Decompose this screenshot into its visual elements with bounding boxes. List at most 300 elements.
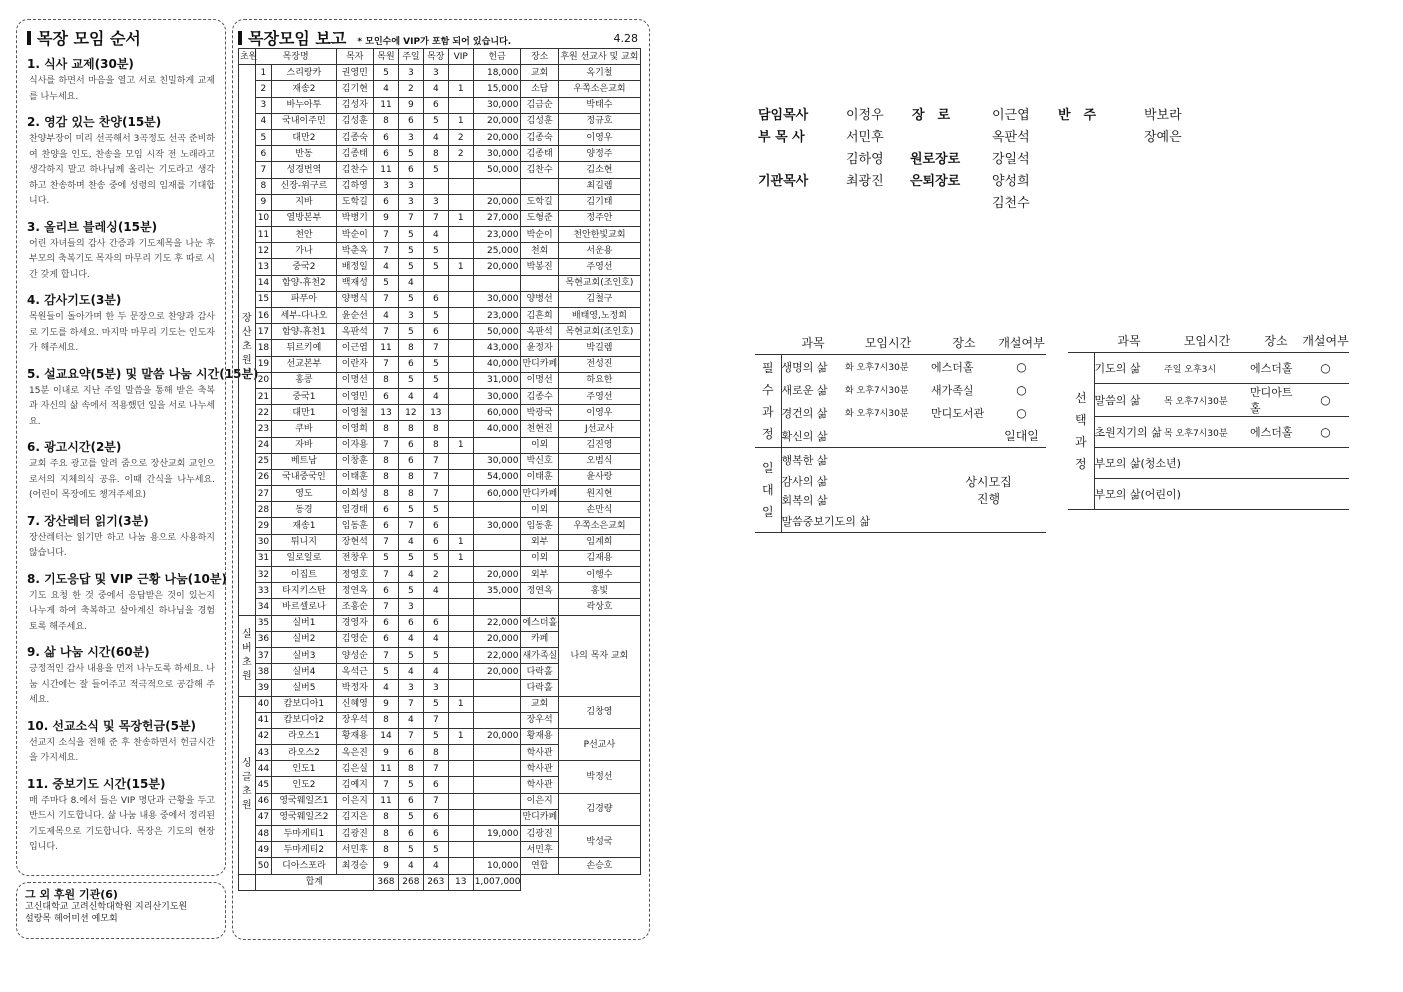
report-cell: 20,000 <box>473 129 521 145</box>
meeting-step <box>27 291 215 357</box>
report-row <box>239 388 641 404</box>
meeting-step-title: 11. 중보기도 시간(15분) <box>27 776 166 791</box>
report-cell: 도학길 <box>336 194 373 210</box>
report-cell: 6 <box>374 518 399 534</box>
report-cell: 43 <box>255 745 272 761</box>
report-cell: 권영민 <box>336 65 373 81</box>
report-cell: 이명선 <box>336 372 373 388</box>
report-cell: 양병식 <box>336 291 373 307</box>
report-cell: 18,000 <box>473 65 521 81</box>
meeting-step-title: 10. 선교소식 및 목장헌금(5분) <box>27 718 197 733</box>
report-header-cell: VIP <box>448 49 473 65</box>
report-cell: 실버2 <box>272 631 336 647</box>
report-cell: 김기태 <box>558 194 640 210</box>
report-cell: 만디카페 <box>521 356 558 372</box>
req-header-subject: 과목 <box>781 331 845 355</box>
report-row <box>239 227 641 243</box>
report-cell: 8 <box>374 712 399 728</box>
report-cell: 40,000 <box>473 421 521 437</box>
report-row <box>239 324 641 340</box>
report-cell <box>448 405 473 421</box>
report-cell: 49 <box>255 842 272 858</box>
report-cell: 5 <box>423 842 448 858</box>
report-cell: 1 <box>448 696 473 712</box>
report-mission-cell: 박정선 <box>558 761 640 793</box>
report-cell: 박길렘 <box>558 340 640 356</box>
report-cell: 5 <box>423 502 448 518</box>
report-cell: 1 <box>448 550 473 566</box>
req-open: ○ <box>997 355 1046 379</box>
report-cell: 7 <box>374 599 399 615</box>
report-cell: 두마게티1 <box>272 826 336 842</box>
staff-role: 원로장로 <box>910 152 961 167</box>
report-cell: 이영철 <box>336 405 373 421</box>
report-cell: 19,000 <box>473 826 521 842</box>
meeting-step-title: 2. 영감 있는 찬양(15분) <box>27 115 162 129</box>
report-cell: 60,000 <box>473 486 521 502</box>
report-cell: 3 <box>255 97 272 113</box>
report-cell: 6 <box>423 518 448 534</box>
report-cell: 전성진 <box>558 356 640 372</box>
report-cell: 캄보디아2 <box>272 712 336 728</box>
req-open: ○ <box>1016 382 1027 397</box>
req-place <box>931 424 997 448</box>
report-cell: 함양-휴천2 <box>272 275 336 291</box>
report-mission-cell: 박성국 <box>558 826 640 858</box>
report-cell: 교회 <box>521 65 558 81</box>
report-cell: 13 <box>423 405 448 421</box>
report-cell <box>448 599 473 615</box>
meeting-step-desc: 매 주마다 8.에서 들은 VIP 명단과 근황을 두고 반드시 기도합니다. 삶 나눔 내용 중에서 정리된 기도제목으로 기도합니다. 목장은 기도의 현장입니다. <box>29 795 215 852</box>
staff-role: 반 주 <box>1058 108 1097 123</box>
report-cell: 3 <box>423 65 448 81</box>
report-cell: 5 <box>398 259 423 275</box>
report-cell <box>448 275 473 291</box>
report-cell: 4 <box>255 113 272 129</box>
meeting-step-title: 8. 기도응답 및 VIP 근황 나눔(10분) <box>27 571 227 586</box>
report-cell: 1 <box>448 437 473 453</box>
elc-row <box>1068 353 1349 384</box>
report-cell: 22 <box>255 405 272 421</box>
report-cell: 4 <box>374 259 399 275</box>
report-cell <box>448 388 473 404</box>
report-cell <box>448 761 473 777</box>
report-cell: 13 <box>255 259 272 275</box>
report-cell: 9 <box>374 696 399 712</box>
report-cell: 대만1 <box>272 405 336 421</box>
staff-name: 서민후 <box>846 130 884 145</box>
report-cell: 3 <box>398 194 423 210</box>
report-row <box>239 162 641 178</box>
elc-row <box>1068 417 1349 448</box>
report-cell: 이영우 <box>558 129 640 145</box>
report-group-cell: 실 버 초 원 <box>239 615 256 696</box>
report-cell <box>448 469 473 485</box>
report-cell: 김종태 <box>521 146 558 162</box>
report-cell: 캄보디아1 <box>272 696 336 712</box>
report-cell: 31,000 <box>473 372 521 388</box>
report-cell: 8 <box>398 486 423 502</box>
meeting-step-title: 1. 식사 교제(30분) <box>27 57 134 71</box>
report-row <box>239 129 641 145</box>
report-cell: 천현진 <box>521 421 558 437</box>
report-cell: 6 <box>398 826 423 842</box>
report-cell: 6 <box>374 502 399 518</box>
report-cell: 25,000 <box>473 243 521 259</box>
report-cell: 중국2 <box>272 259 336 275</box>
report-cell: 22,000 <box>473 647 521 663</box>
report-cell: 23,000 <box>473 227 521 243</box>
report-cell: 서민후 <box>521 842 558 858</box>
elc-header-subject: 과목 <box>1094 329 1164 353</box>
report-row <box>239 793 641 809</box>
report-total-blank <box>239 874 256 890</box>
report-cell: 28 <box>255 502 272 518</box>
report-cell: 3 <box>374 178 399 194</box>
report-cell: 외부 <box>521 534 558 550</box>
report-cell: 성경번역 <box>272 162 336 178</box>
report-cell: 45 <box>255 777 272 793</box>
report-row <box>239 372 641 388</box>
report-cell: 배정일 <box>336 259 373 275</box>
report-cell: 오범식 <box>558 453 640 469</box>
report-cell: 김영순 <box>336 631 373 647</box>
staff-name: 이근엽 <box>992 108 1030 123</box>
report-cell <box>473 599 521 615</box>
report-cell: 김금순 <box>521 97 558 113</box>
report-cell <box>448 567 473 583</box>
report-cell <box>473 712 521 728</box>
meeting-step <box>27 512 215 562</box>
report-cell: 1 <box>448 81 473 97</box>
report-cell: 김흔희 <box>521 308 558 324</box>
report-cell: 이외 <box>521 550 558 566</box>
elc-subject: 부모의 삶(청소년) <box>1094 448 1349 479</box>
report-row <box>239 81 641 97</box>
report-cell <box>448 421 473 437</box>
report-cell <box>448 65 473 81</box>
report-cell: 조홍순 <box>336 599 373 615</box>
report-cell: 6 <box>423 777 448 793</box>
report-cell: 7 <box>398 696 423 712</box>
req-subject: 경건의 삶 <box>781 406 828 420</box>
report-cell: 7 <box>423 712 448 728</box>
report-cell: 4 <box>423 388 448 404</box>
report-cell <box>448 194 473 210</box>
report-cell: 19 <box>255 356 272 372</box>
report-cell <box>473 745 521 761</box>
required-course-table <box>755 331 1046 534</box>
report-row <box>239 534 641 550</box>
report-cell: 50,000 <box>473 162 521 178</box>
report-row <box>239 437 641 453</box>
report-cell: 7 <box>374 647 399 663</box>
report-cell: 7 <box>423 210 448 226</box>
report-cell: 목현교회(조인호) <box>558 324 640 340</box>
report-cell: 8 <box>423 146 448 162</box>
report-cell: 5 <box>423 308 448 324</box>
req-time: 화 오후7시30분 <box>845 409 909 419</box>
report-cell: 김지은 <box>336 809 373 825</box>
report-cell: 4 <box>398 631 423 647</box>
req-open: 일대일 <box>1004 429 1039 443</box>
report-cell: 8 <box>374 842 399 858</box>
report-row <box>239 826 641 842</box>
req-one-empty <box>997 509 1046 533</box>
staff-role: 장 로 <box>912 108 951 123</box>
report-cell: 이영민 <box>336 388 373 404</box>
req-open: ○ <box>1016 405 1027 420</box>
report-cell <box>473 696 521 712</box>
report-cell: 47 <box>255 809 272 825</box>
report-cell <box>473 437 521 453</box>
meeting-step-title: 3. 올리브 블레싱(15분) <box>27 219 158 234</box>
req-row <box>755 424 1046 448</box>
report-cell: 5 <box>423 162 448 178</box>
report-cell: 지바 <box>272 194 336 210</box>
meeting-step-desc: 목원들이 돌아가며 한 두 문장으로 찬양과 감사로 기도를 하세요. 마지막 마무리 기도는 인도자가 해주세요. <box>29 312 215 353</box>
report-cell: 손만식 <box>558 502 640 518</box>
report-cell: 박순이 <box>336 227 373 243</box>
report-cell <box>473 842 521 858</box>
report-cell: 8 <box>374 113 399 129</box>
report-cell: 3 <box>423 194 448 210</box>
report-cell: 옥판석 <box>521 324 558 340</box>
req-subject: 새로운 삶 <box>781 383 828 397</box>
report-cell: 전창우 <box>336 550 373 566</box>
report-cell: 6 <box>374 388 399 404</box>
report-cell: 14 <box>255 275 272 291</box>
report-cell: 31 <box>255 550 272 566</box>
report-panel <box>232 19 650 940</box>
report-cell: 35 <box>255 615 272 631</box>
report-cell: 신혜영 <box>336 696 373 712</box>
report-mission-cell: 김경량 <box>558 793 640 825</box>
report-cell: 8 <box>374 372 399 388</box>
req-place: 새가족실 <box>931 383 974 397</box>
report-cell: 18 <box>255 340 272 356</box>
report-cell: 반동 <box>272 146 336 162</box>
report-cell: 신장-위구르 <box>272 178 336 194</box>
report-cell: 김철구 <box>558 291 640 307</box>
report-cell: 황재용 <box>336 728 373 744</box>
report-cell <box>448 777 473 793</box>
report-cell: 학사관 <box>521 745 558 761</box>
report-cell: 5 <box>423 647 448 663</box>
report-cell: 29 <box>255 518 272 534</box>
report-row <box>239 858 641 874</box>
req-row <box>755 401 1046 424</box>
report-cell: 7 <box>423 453 448 469</box>
report-cell: 세부-다나오 <box>272 308 336 324</box>
report-cell: 2 <box>423 567 448 583</box>
elc-place: 만디아트홀 <box>1250 384 1302 417</box>
report-cell <box>448 162 473 178</box>
report-group-cell: 장 산 초 원 <box>239 65 256 615</box>
report-cell <box>448 324 473 340</box>
report-cell: 5 <box>398 809 423 825</box>
report-total-members: 368 <box>374 874 399 890</box>
report-cell: 17 <box>255 324 272 340</box>
report-cell: 5 <box>374 664 399 680</box>
report-cell: 60,000 <box>473 405 521 421</box>
report-cell <box>448 826 473 842</box>
report-cell: 8 <box>374 421 399 437</box>
req-one-label: 일 대 일 <box>755 448 781 533</box>
report-cell <box>423 275 448 291</box>
report-cell: 이은지 <box>336 793 373 809</box>
elc-subject: 부모의 삶(어린이) <box>1094 479 1349 510</box>
report-cell: 4 <box>423 664 448 680</box>
req-one-row <box>755 509 1046 533</box>
report-cell: 서민후 <box>336 842 373 858</box>
report-cell: 6 <box>374 129 399 145</box>
report-cell: 이영우 <box>558 405 640 421</box>
report-row <box>239 502 641 518</box>
report-cell: 37 <box>255 647 272 663</box>
elc-subject: 초원지기의 삶 <box>1094 417 1164 448</box>
report-cell: 35,000 <box>473 583 521 599</box>
report-cell: 8 <box>374 826 399 842</box>
report-row <box>239 486 641 502</box>
report-cell: 교회 <box>521 696 558 712</box>
report-cell: 바르셀로나 <box>272 599 336 615</box>
report-cell <box>448 308 473 324</box>
report-row <box>239 146 641 162</box>
report-cell <box>448 842 473 858</box>
report-row <box>239 453 641 469</box>
elc-time: 주일 오후3시 <box>1164 353 1250 384</box>
meeting-step-title: 5. 설교요약(5분) 및 말씀 나눔 시간(15분) <box>27 366 259 381</box>
report-cell <box>448 356 473 372</box>
report-cell: 1 <box>448 728 473 744</box>
report-cell: 50,000 <box>473 324 521 340</box>
report-cell: 바누아투 <box>272 97 336 113</box>
elc-vertical-label: 선 택 과 정 <box>1068 353 1094 510</box>
report-row <box>239 599 641 615</box>
report-cell: 임동훈 <box>336 518 373 534</box>
report-cell: 파푸아 <box>272 291 336 307</box>
elc-time: 목 오후7시30분 <box>1164 384 1250 417</box>
report-cell: 5 <box>398 502 423 518</box>
report-cell: 8 <box>398 761 423 777</box>
report-cell <box>448 793 473 809</box>
report-cell: 박봉진 <box>521 259 558 275</box>
report-cell: 6 <box>255 146 272 162</box>
report-cell: 김성훈 <box>336 113 373 129</box>
report-cell: 7 <box>398 210 423 226</box>
report-row <box>239 583 641 599</box>
report-row <box>239 615 641 631</box>
report-cell: 김재용 <box>558 550 640 566</box>
report-cell: 34 <box>255 599 272 615</box>
report-cell: 5 <box>398 372 423 388</box>
report-cell: 4 <box>374 308 399 324</box>
report-cell: 양병선 <box>521 291 558 307</box>
report-cell: 10 <box>255 210 272 226</box>
report-cell <box>473 777 521 793</box>
report-cell <box>448 227 473 243</box>
elc-header-open: 개설여부 <box>1302 329 1349 353</box>
report-cell <box>448 486 473 502</box>
report-row <box>239 194 641 210</box>
report-row <box>239 728 641 744</box>
elc-row <box>1068 448 1349 479</box>
report-cell <box>448 809 473 825</box>
report-cell: 두마게티2 <box>272 842 336 858</box>
report-total-row <box>239 874 641 890</box>
report-cell: 8 <box>423 437 448 453</box>
report-cell: 양성순 <box>336 647 373 663</box>
meeting-step <box>27 438 215 504</box>
report-row <box>239 97 641 113</box>
report-cell: 4 <box>423 858 448 874</box>
report-cell: 천회 <box>521 243 558 259</box>
report-row <box>239 178 641 194</box>
report-cell: 스리랑카 <box>272 65 336 81</box>
report-cell: 9 <box>398 97 423 113</box>
report-cell: 5 <box>255 129 272 145</box>
req-bottom <box>755 533 1046 535</box>
report-cell: 50 <box>255 858 272 874</box>
report-cell: 5 <box>423 550 448 566</box>
report-cell: 에스더홀 <box>521 615 558 631</box>
report-cell: 5 <box>423 696 448 712</box>
report-cell: 9 <box>255 194 272 210</box>
report-cell: 3 <box>398 65 423 81</box>
report-mission-cell: 나의 목자 교회 <box>558 615 640 696</box>
req-header-time: 모임시간 <box>845 331 931 355</box>
report-cell: 이창훈 <box>336 453 373 469</box>
report-cell: 김하영 <box>336 178 373 194</box>
report-cell: 41 <box>255 712 272 728</box>
report-cell: 김진영 <box>558 437 640 453</box>
report-cell: 20,000 <box>473 194 521 210</box>
report-cell: 20,000 <box>473 631 521 647</box>
report-cell: 하요한 <box>558 372 640 388</box>
report-cell: 윤사랑 <box>558 469 640 485</box>
report-cell: 함양-휴천1 <box>272 324 336 340</box>
report-cell: 소담 <box>521 81 558 97</box>
report-cell: 9 <box>374 858 399 874</box>
report-cell: 3 <box>398 599 423 615</box>
report-cell: 김종숙 <box>521 129 558 145</box>
report-cell: 48 <box>255 826 272 842</box>
report-cell: 5 <box>423 113 448 129</box>
report-cell: 3 <box>398 308 423 324</box>
report-cell <box>448 518 473 534</box>
report-cell: 이희성 <box>336 486 373 502</box>
report-total-label: 합계 <box>255 874 373 890</box>
meeting-step-desc: 장산레터는 읽기만 하고 나눔 용으로 사용하지 않습니다. <box>29 532 215 558</box>
report-cell: 38 <box>255 664 272 680</box>
report-cell: 6 <box>374 146 399 162</box>
req-time <box>845 424 931 448</box>
report-cell: 천안 <box>272 227 336 243</box>
report-cell: 7 <box>374 356 399 372</box>
report-cell: 곽상호 <box>558 599 640 615</box>
report-row <box>239 356 641 372</box>
report-cell: 9 <box>374 210 399 226</box>
report-cell: 20,000 <box>473 664 521 680</box>
req-vertical-label: 필 수 과 정 <box>755 355 781 448</box>
report-cell: 김광진 <box>336 826 373 842</box>
meeting-step-title: 6. 광고시간(2분) <box>27 440 122 454</box>
report-cell: 6 <box>423 809 448 825</box>
report-cell: 5 <box>398 324 423 340</box>
report-cell: 7 <box>423 340 448 356</box>
report-cell: 임경태 <box>336 502 373 518</box>
